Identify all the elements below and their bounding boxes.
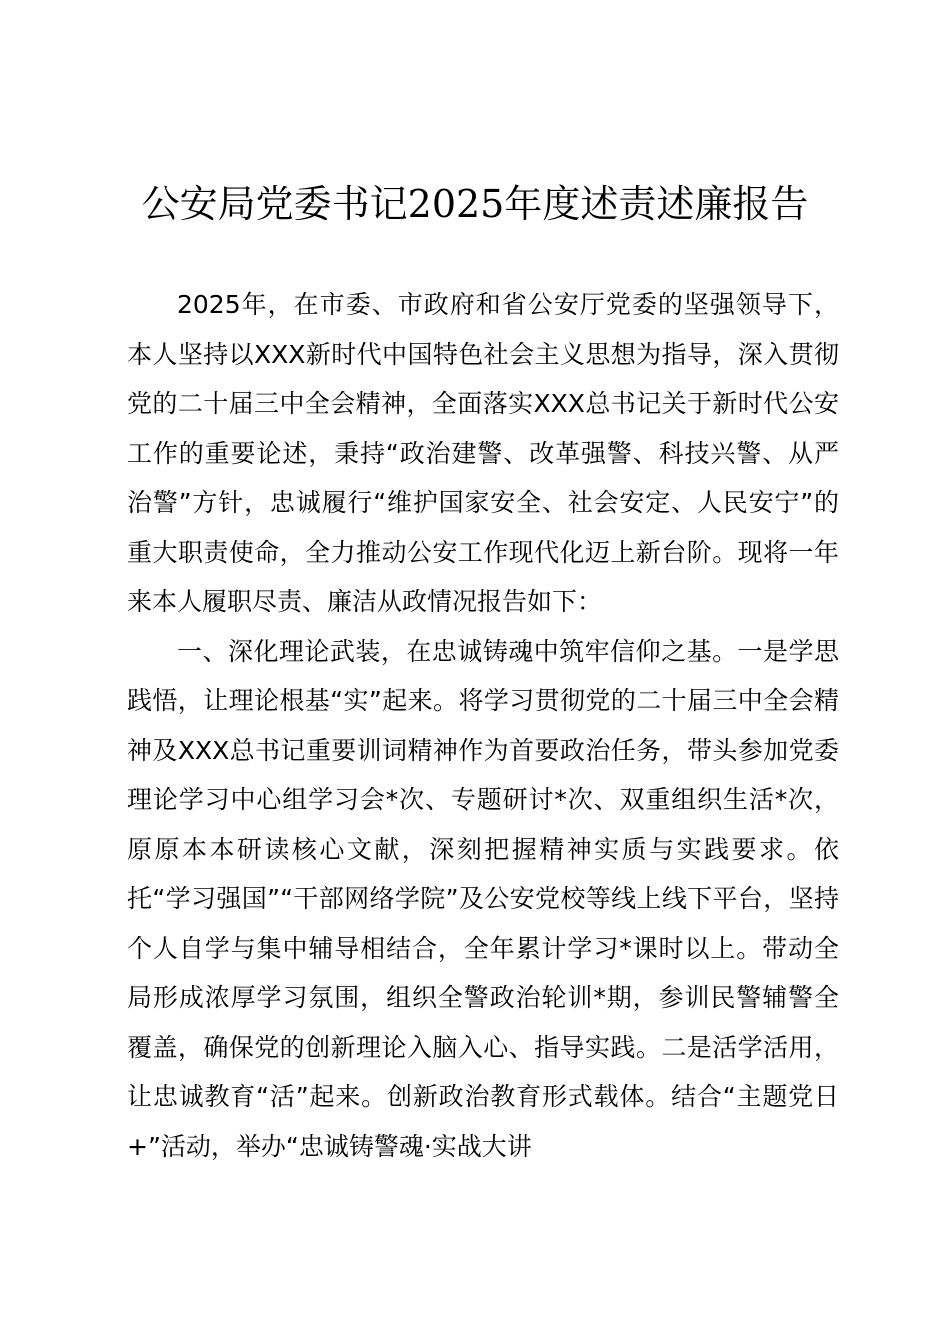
paragraph-section-one: 一、深化理论武装，在忠诚铸魂中筑牢信仰之基。一是学思践悟，让理论根基“实”起来。将学习贯彻党的二十届三中全会精神及XXX总书记重要训词精神作为首要政治任务，带头参加党委理论学习中心组学习会*次、专题研讨*次、双重组织生活*次，原原本本研读核心文献，深刻把握精神实质与实践要求。依托“学习强国”“干部网络学院”及公安党校等线上线下平台，坚持个人自学与集中辅导相结合，全年累计学习*课时以上。带动全局形成浓厚学习氛围，组织全警政治轮训*期，参训民警辅警全覆盖，确保党的创新理论入脑入心、指导实践。二是活学活用，让忠诚教育“活”起来。创新政治教育形式载体。结合“主题党日+”活动，举办“忠诚铸警魂·实战大讲 [127,636,839,1161]
document-body [127,280,839,1171]
document-title: 公安局党委书记2025年度述责述廉报告 [141,182,809,226]
paragraph-intro: 2025年，在市委、市政府和省公安厅党委的坚强领导下，本人坚持以XXX新时代中国特色社会主义思想为指导，深入贯彻党的二十届三中全会精神，全面落实XXX总书记关于新时代公安工作的重要论述，秉持“政治建警、改革强警、科技兴警、从严治警”方针，忠诚履行“维护国家安全、社会安定、人民安宁”的重大职责使命，全力推动公安工作现代化迈上新台阶。现将一年来本人履职尽责、廉洁从政情况报告如下： [127,290,839,616]
